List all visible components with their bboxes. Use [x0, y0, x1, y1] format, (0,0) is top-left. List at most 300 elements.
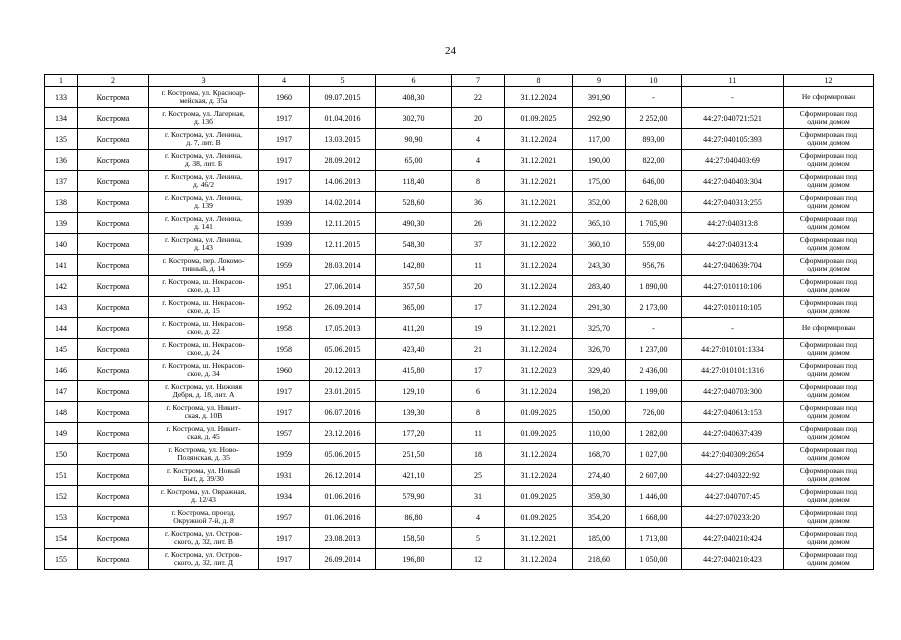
column-header-9: 9	[573, 75, 626, 87]
column-header-10: 10	[626, 75, 682, 87]
land-status-cell: Сформирован под одним домом	[784, 486, 874, 507]
address-cell: г. Кострома, ул. Никит- ская, д. 45	[149, 423, 259, 444]
survey-date-cell: 28.09.2012	[310, 150, 376, 171]
table-row	[45, 549, 874, 570]
build-year-cell: 1952	[259, 297, 310, 318]
survey-date-cell: 13.03.2015	[310, 129, 376, 150]
address-cell: г. Кострома, ш. Некрасов- ское, д. 15	[149, 297, 259, 318]
city-cell: Кострома	[78, 465, 149, 486]
land-status-cell: Сформирован под одним домом	[784, 423, 874, 444]
address-cell: г. Кострома, ул. Ново- Полянская, д. 35	[149, 444, 259, 465]
cadastral-number-cell: 44:27:040637:439	[682, 423, 784, 444]
total-area-cell: 490,30	[376, 213, 452, 234]
build-year-cell: 1917	[259, 171, 310, 192]
cost-cell: 352,00	[573, 192, 626, 213]
table-row	[45, 528, 874, 549]
total-area-cell: 139,30	[376, 402, 452, 423]
total-area-cell: 118,40	[376, 171, 452, 192]
cost-cell: 175,00	[573, 171, 626, 192]
land-area-cell: 1 050,00	[626, 549, 682, 570]
build-year-cell: 1957	[259, 507, 310, 528]
address-cell: г. Кострома, ул. Ленина, д. 141	[149, 213, 259, 234]
land-status-cell: Сформирован под одним домом	[784, 465, 874, 486]
survey-date-cell: 26.09.2014	[310, 297, 376, 318]
total-area-cell: 411,20	[376, 318, 452, 339]
cost-cell: 365,10	[573, 213, 626, 234]
survey-date-cell: 01.04.2016	[310, 108, 376, 129]
cost-cell: 218,60	[573, 549, 626, 570]
residents-cell: 20	[452, 108, 505, 129]
table-row	[45, 297, 874, 318]
cost-cell: 110,00	[573, 423, 626, 444]
row-number-cell: 143	[45, 297, 78, 318]
table-row	[45, 486, 874, 507]
cadastral-number-cell: -	[682, 318, 784, 339]
build-year-cell: 1939	[259, 213, 310, 234]
build-year-cell: 1917	[259, 129, 310, 150]
row-number-cell: 137	[45, 171, 78, 192]
column-header-4: 4	[259, 75, 310, 87]
cadastral-number-cell: 44:27:040105:393	[682, 129, 784, 150]
residents-cell: 8	[452, 402, 505, 423]
cadastral-number-cell: 44:27:070233:20	[682, 507, 784, 528]
relocation-date-cell: 31.12.2024	[505, 549, 573, 570]
land-status-cell: Сформирован под одним домом	[784, 171, 874, 192]
total-area-cell: 251,50	[376, 444, 452, 465]
land-area-cell: 559,00	[626, 234, 682, 255]
table-row	[45, 213, 874, 234]
address-cell: г. Кострома, ул. Остров- ского, д. 32, лит. В	[149, 528, 259, 549]
build-year-cell: 1960	[259, 87, 310, 108]
address-cell: г. Кострома, ул. Красноар- мейская, д. 35а	[149, 87, 259, 108]
table-row	[45, 381, 874, 402]
survey-date-cell: 26.12.2014	[310, 465, 376, 486]
survey-date-cell: 09.07.2015	[310, 87, 376, 108]
relocation-date-cell: 01.09.2025	[505, 402, 573, 423]
city-cell: Кострома	[78, 318, 149, 339]
cost-cell: 150,00	[573, 402, 626, 423]
city-cell: Кострома	[78, 192, 149, 213]
survey-date-cell: 12.11.2015	[310, 213, 376, 234]
relocation-date-cell: 31.12.2021	[505, 192, 573, 213]
cadastral-number-cell: 44:27:040721:521	[682, 108, 784, 129]
table-row	[45, 318, 874, 339]
land-area-cell: 1 705,90	[626, 213, 682, 234]
row-number-cell: 140	[45, 234, 78, 255]
city-cell: Кострома	[78, 276, 149, 297]
cadastral-number-cell: 44:27:010101:1316	[682, 360, 784, 381]
total-area-cell: 548,30	[376, 234, 452, 255]
cadastral-number-cell: 44:27:040703:300	[682, 381, 784, 402]
total-area-cell: 158,50	[376, 528, 452, 549]
build-year-cell: 1958	[259, 339, 310, 360]
table-row	[45, 255, 874, 276]
city-cell: Кострома	[78, 171, 149, 192]
cost-cell: 291,30	[573, 297, 626, 318]
land-status-cell: Сформирован под одним домом	[784, 192, 874, 213]
relocation-date-cell: 31.12.2022	[505, 234, 573, 255]
cost-cell: 360,10	[573, 234, 626, 255]
city-cell: Кострома	[78, 549, 149, 570]
relocation-date-cell: 31.12.2021	[505, 171, 573, 192]
row-number-cell: 136	[45, 150, 78, 171]
total-area-cell: 408,30	[376, 87, 452, 108]
cost-cell: 198,20	[573, 381, 626, 402]
residents-cell: 22	[452, 87, 505, 108]
land-area-cell: 956,76	[626, 255, 682, 276]
land-status-cell: Сформирован под одним домом	[784, 129, 874, 150]
cadastral-number-cell: 44:27:010101:1334	[682, 339, 784, 360]
city-cell: Кострома	[78, 129, 149, 150]
relocation-date-cell: 31.12.2024	[505, 381, 573, 402]
cadastral-number-cell: -	[682, 87, 784, 108]
row-number-cell: 148	[45, 402, 78, 423]
land-status-cell: Сформирован под одним домом	[784, 255, 874, 276]
residents-cell: 6	[452, 381, 505, 402]
build-year-cell: 1917	[259, 150, 310, 171]
column-header-8: 8	[505, 75, 573, 87]
row-number-cell: 141	[45, 255, 78, 276]
build-year-cell: 1951	[259, 276, 310, 297]
city-cell: Кострома	[78, 402, 149, 423]
city-cell: Кострома	[78, 108, 149, 129]
cost-cell: 329,40	[573, 360, 626, 381]
row-number-cell: 146	[45, 360, 78, 381]
cadastral-number-cell: 44:27:040613:153	[682, 402, 784, 423]
table-row	[45, 87, 874, 108]
cost-cell: 283,40	[573, 276, 626, 297]
address-cell: г. Кострома, ул. Лагерная, д. 13б	[149, 108, 259, 129]
relocation-date-cell: 31.12.2024	[505, 87, 573, 108]
land-status-cell: Сформирован под одним домом	[784, 150, 874, 171]
relocation-date-cell: 01.09.2025	[505, 423, 573, 444]
residents-cell: 11	[452, 423, 505, 444]
row-number-cell: 155	[45, 549, 78, 570]
cadastral-number-cell: 44:27:010110:106	[682, 276, 784, 297]
address-cell: г. Кострома, ул. Овражная, д. 12/43	[149, 486, 259, 507]
residents-cell: 4	[452, 129, 505, 150]
city-cell: Кострома	[78, 255, 149, 276]
table-row	[45, 108, 874, 129]
land-area-cell: 2 436,00	[626, 360, 682, 381]
table-row	[45, 360, 874, 381]
city-cell: Кострома	[78, 297, 149, 318]
total-area-cell: 177,20	[376, 423, 452, 444]
table-row	[45, 339, 874, 360]
city-cell: Кострома	[78, 444, 149, 465]
address-cell: г. Кострома, ш. Некрасов- ское, д. 24	[149, 339, 259, 360]
survey-date-cell: 23.12.2016	[310, 423, 376, 444]
cost-cell: 325,70	[573, 318, 626, 339]
relocation-date-cell: 31.12.2024	[505, 129, 573, 150]
relocation-date-cell: 31.12.2021	[505, 528, 573, 549]
cadastral-number-cell: 44:27:040403:304	[682, 171, 784, 192]
land-status-cell: Сформирован под одним домом	[784, 444, 874, 465]
address-cell: г. Кострома, ул. Никит- ская, д. 10В	[149, 402, 259, 423]
build-year-cell: 1959	[259, 255, 310, 276]
build-year-cell: 1917	[259, 528, 310, 549]
housing-table	[44, 74, 874, 570]
cadastral-number-cell: 44:27:040313:255	[682, 192, 784, 213]
table-row	[45, 402, 874, 423]
land-area-cell: 646,00	[626, 171, 682, 192]
total-area-cell: 86,80	[376, 507, 452, 528]
row-number-cell: 150	[45, 444, 78, 465]
relocation-date-cell: 31.12.2021	[505, 318, 573, 339]
cost-cell: 292,90	[573, 108, 626, 129]
table-body	[45, 87, 874, 570]
table-row	[45, 276, 874, 297]
city-cell: Кострома	[78, 150, 149, 171]
city-cell: Кострома	[78, 423, 149, 444]
land-area-cell: 1 282,00	[626, 423, 682, 444]
relocation-date-cell: 01.09.2025	[505, 507, 573, 528]
land-area-cell: -	[626, 87, 682, 108]
residents-cell: 31	[452, 486, 505, 507]
residents-cell: 19	[452, 318, 505, 339]
relocation-date-cell: 31.12.2024	[505, 255, 573, 276]
total-area-cell: 129,10	[376, 381, 452, 402]
total-area-cell: 423,40	[376, 339, 452, 360]
column-header-6: 6	[376, 75, 452, 87]
land-status-cell: Сформирован под одним домом	[784, 360, 874, 381]
residents-cell: 37	[452, 234, 505, 255]
land-area-cell: 1 890,00	[626, 276, 682, 297]
address-cell: г. Кострома, ул. Новый Быт, д. 39/30	[149, 465, 259, 486]
total-area-cell: 579,90	[376, 486, 452, 507]
land-area-cell: 1 713,00	[626, 528, 682, 549]
build-year-cell: 1960	[259, 360, 310, 381]
city-cell: Кострома	[78, 339, 149, 360]
land-area-cell: 2 252,00	[626, 108, 682, 129]
cadastral-number-cell: 44:27:040639:704	[682, 255, 784, 276]
survey-date-cell: 14.06.2013	[310, 171, 376, 192]
total-area-cell: 302,70	[376, 108, 452, 129]
row-number-cell: 144	[45, 318, 78, 339]
build-year-cell: 1957	[259, 423, 310, 444]
table-row	[45, 423, 874, 444]
cadastral-number-cell: 44:27:040313:8	[682, 213, 784, 234]
cost-cell: 190,00	[573, 150, 626, 171]
total-area-cell: 421,10	[376, 465, 452, 486]
address-cell: г. Кострома, ш. Некрасов- ское, д. 22	[149, 318, 259, 339]
relocation-date-cell: 31.12.2024	[505, 444, 573, 465]
city-cell: Кострома	[78, 486, 149, 507]
land-area-cell: 893,00	[626, 129, 682, 150]
row-number-cell: 149	[45, 423, 78, 444]
build-year-cell: 1917	[259, 402, 310, 423]
land-status-cell: Не сформирован	[784, 87, 874, 108]
city-cell: Кострома	[78, 507, 149, 528]
land-status-cell: Сформирован под одним домом	[784, 276, 874, 297]
total-area-cell: 65,00	[376, 150, 452, 171]
column-header-3: 3	[149, 75, 259, 87]
land-area-cell: 2 173,00	[626, 297, 682, 318]
total-area-cell: 415,80	[376, 360, 452, 381]
address-cell: г. Кострома, ул. Ленина, д. 38, лит. Б	[149, 150, 259, 171]
total-area-cell: 365,00	[376, 297, 452, 318]
residents-cell: 12	[452, 549, 505, 570]
address-cell: г. Кострома, ул. Ленина, д. 46/2	[149, 171, 259, 192]
survey-date-cell: 01.06.2016	[310, 486, 376, 507]
survey-date-cell: 28.03.2014	[310, 255, 376, 276]
build-year-cell: 1917	[259, 381, 310, 402]
survey-date-cell: 06.07.2016	[310, 402, 376, 423]
row-number-cell: 152	[45, 486, 78, 507]
city-cell: Кострома	[78, 234, 149, 255]
column-header-11: 11	[682, 75, 784, 87]
cost-cell: 243,30	[573, 255, 626, 276]
build-year-cell: 1917	[259, 108, 310, 129]
cadastral-number-cell: 44:27:040707:45	[682, 486, 784, 507]
land-status-cell: Сформирован под одним домом	[784, 339, 874, 360]
column-header-12: 12	[784, 75, 874, 87]
residents-cell: 26	[452, 213, 505, 234]
cadastral-number-cell: 44:27:040210:424	[682, 528, 784, 549]
row-number-cell: 138	[45, 192, 78, 213]
column-header-2: 2	[78, 75, 149, 87]
cost-cell: 326,70	[573, 339, 626, 360]
build-year-cell: 1917	[259, 549, 310, 570]
residents-cell: 4	[452, 150, 505, 171]
city-cell: Кострома	[78, 87, 149, 108]
build-year-cell: 1958	[259, 318, 310, 339]
land-area-cell: 822,00	[626, 150, 682, 171]
table-row	[45, 192, 874, 213]
table-row	[45, 150, 874, 171]
relocation-date-cell: 31.12.2021	[505, 150, 573, 171]
land-status-cell: Сформирован под одним домом	[784, 507, 874, 528]
residents-cell: 18	[452, 444, 505, 465]
build-year-cell: 1939	[259, 234, 310, 255]
relocation-date-cell: 31.12.2024	[505, 297, 573, 318]
row-number-cell: 134	[45, 108, 78, 129]
total-area-cell: 357,50	[376, 276, 452, 297]
total-area-cell: 528,60	[376, 192, 452, 213]
survey-date-cell: 27.06.2014	[310, 276, 376, 297]
land-status-cell: Сформирован под одним домом	[784, 213, 874, 234]
build-year-cell: 1934	[259, 486, 310, 507]
land-status-cell: Сформирован под одним домом	[784, 381, 874, 402]
survey-date-cell: 17.05.2013	[310, 318, 376, 339]
table-row	[45, 444, 874, 465]
relocation-date-cell: 31.12.2024	[505, 465, 573, 486]
residents-cell: 20	[452, 276, 505, 297]
land-status-cell: Сформирован под одним домом	[784, 234, 874, 255]
address-cell: г. Кострома, ш. Некрасов- ское, д. 34	[149, 360, 259, 381]
land-status-cell: Сформирован под одним домом	[784, 549, 874, 570]
land-area-cell: 1 027,00	[626, 444, 682, 465]
residents-cell: 11	[452, 255, 505, 276]
table-row	[45, 465, 874, 486]
city-cell: Кострома	[78, 360, 149, 381]
survey-date-cell: 14.02.2014	[310, 192, 376, 213]
build-year-cell: 1939	[259, 192, 310, 213]
land-area-cell: 1 668,00	[626, 507, 682, 528]
row-number-cell: 151	[45, 465, 78, 486]
cost-cell: 274,40	[573, 465, 626, 486]
survey-date-cell: 23.08.2013	[310, 528, 376, 549]
relocation-date-cell: 31.12.2024	[505, 276, 573, 297]
cost-cell: 354,20	[573, 507, 626, 528]
address-cell: г. Кострома, ул. Нижняя Дебря, д. 18, лит. А	[149, 381, 259, 402]
row-number-cell: 153	[45, 507, 78, 528]
relocation-date-cell: 01.09.2025	[505, 108, 573, 129]
table-row	[45, 171, 874, 192]
cadastral-number-cell: 44:27:040403:69	[682, 150, 784, 171]
table-row	[45, 234, 874, 255]
page-number: 24	[445, 45, 456, 57]
address-cell: г. Кострома, ул. Ленина, д. 7, лит. В	[149, 129, 259, 150]
residents-cell: 5	[452, 528, 505, 549]
land-status-cell: Сформирован под одним домом	[784, 297, 874, 318]
row-number-cell: 142	[45, 276, 78, 297]
survey-date-cell: 23.01.2015	[310, 381, 376, 402]
land-area-cell: 2 607,00	[626, 465, 682, 486]
land-area-cell: 1 237,00	[626, 339, 682, 360]
cadastral-number-cell: 44:27:040309:2654	[682, 444, 784, 465]
row-number-cell: 135	[45, 129, 78, 150]
table-row	[45, 129, 874, 150]
relocation-date-cell: 31.12.2024	[505, 339, 573, 360]
survey-date-cell: 26.09.2014	[310, 549, 376, 570]
row-number-cell: 145	[45, 339, 78, 360]
residents-cell: 36	[452, 192, 505, 213]
land-area-cell: 1 446,00	[626, 486, 682, 507]
cost-cell: 117,00	[573, 129, 626, 150]
city-cell: Кострома	[78, 213, 149, 234]
column-header-5: 5	[310, 75, 376, 87]
address-cell: г. Кострома, проезд. Окружной 7-й, д. 8	[149, 507, 259, 528]
row-number-cell: 154	[45, 528, 78, 549]
residents-cell: 8	[452, 171, 505, 192]
residents-cell: 21	[452, 339, 505, 360]
survey-date-cell: 01.06.2016	[310, 507, 376, 528]
land-status-cell: Сформирован под одним домом	[784, 108, 874, 129]
build-year-cell: 1959	[259, 444, 310, 465]
relocation-date-cell: 01.09.2025	[505, 486, 573, 507]
address-cell: г. Кострома, пер. Локомо- тивный, д. 14	[149, 255, 259, 276]
total-area-cell: 142,80	[376, 255, 452, 276]
relocation-date-cell: 31.12.2023	[505, 360, 573, 381]
table-header	[45, 75, 874, 87]
land-status-cell: Сформирован под одним домом	[784, 528, 874, 549]
cost-cell: 168,70	[573, 444, 626, 465]
city-cell: Кострома	[78, 381, 149, 402]
cadastral-number-cell: 44:27:040322:92	[682, 465, 784, 486]
address-cell: г. Кострома, ул. Остров- ского, д. 32, лит. Д	[149, 549, 259, 570]
column-header-1: 1	[45, 75, 78, 87]
cadastral-number-cell: 44:27:040313:4	[682, 234, 784, 255]
city-cell: Кострома	[78, 528, 149, 549]
land-status-cell: Не сформирован	[784, 318, 874, 339]
residents-cell: 25	[452, 465, 505, 486]
relocation-date-cell: 31.12.2022	[505, 213, 573, 234]
build-year-cell: 1931	[259, 465, 310, 486]
survey-date-cell: 12.11.2015	[310, 234, 376, 255]
cost-cell: 185,00	[573, 528, 626, 549]
row-number-cell: 133	[45, 87, 78, 108]
survey-date-cell: 05.06.2015	[310, 444, 376, 465]
total-area-cell: 196,80	[376, 549, 452, 570]
land-area-cell: -	[626, 318, 682, 339]
address-cell: г. Кострома, ул. Ленина, д. 143	[149, 234, 259, 255]
header-row	[45, 75, 874, 87]
cost-cell: 391,90	[573, 87, 626, 108]
cadastral-number-cell: 44:27:040210:423	[682, 549, 784, 570]
table-row	[45, 507, 874, 528]
address-cell: г. Кострома, ул. Ленина, д. 139	[149, 192, 259, 213]
